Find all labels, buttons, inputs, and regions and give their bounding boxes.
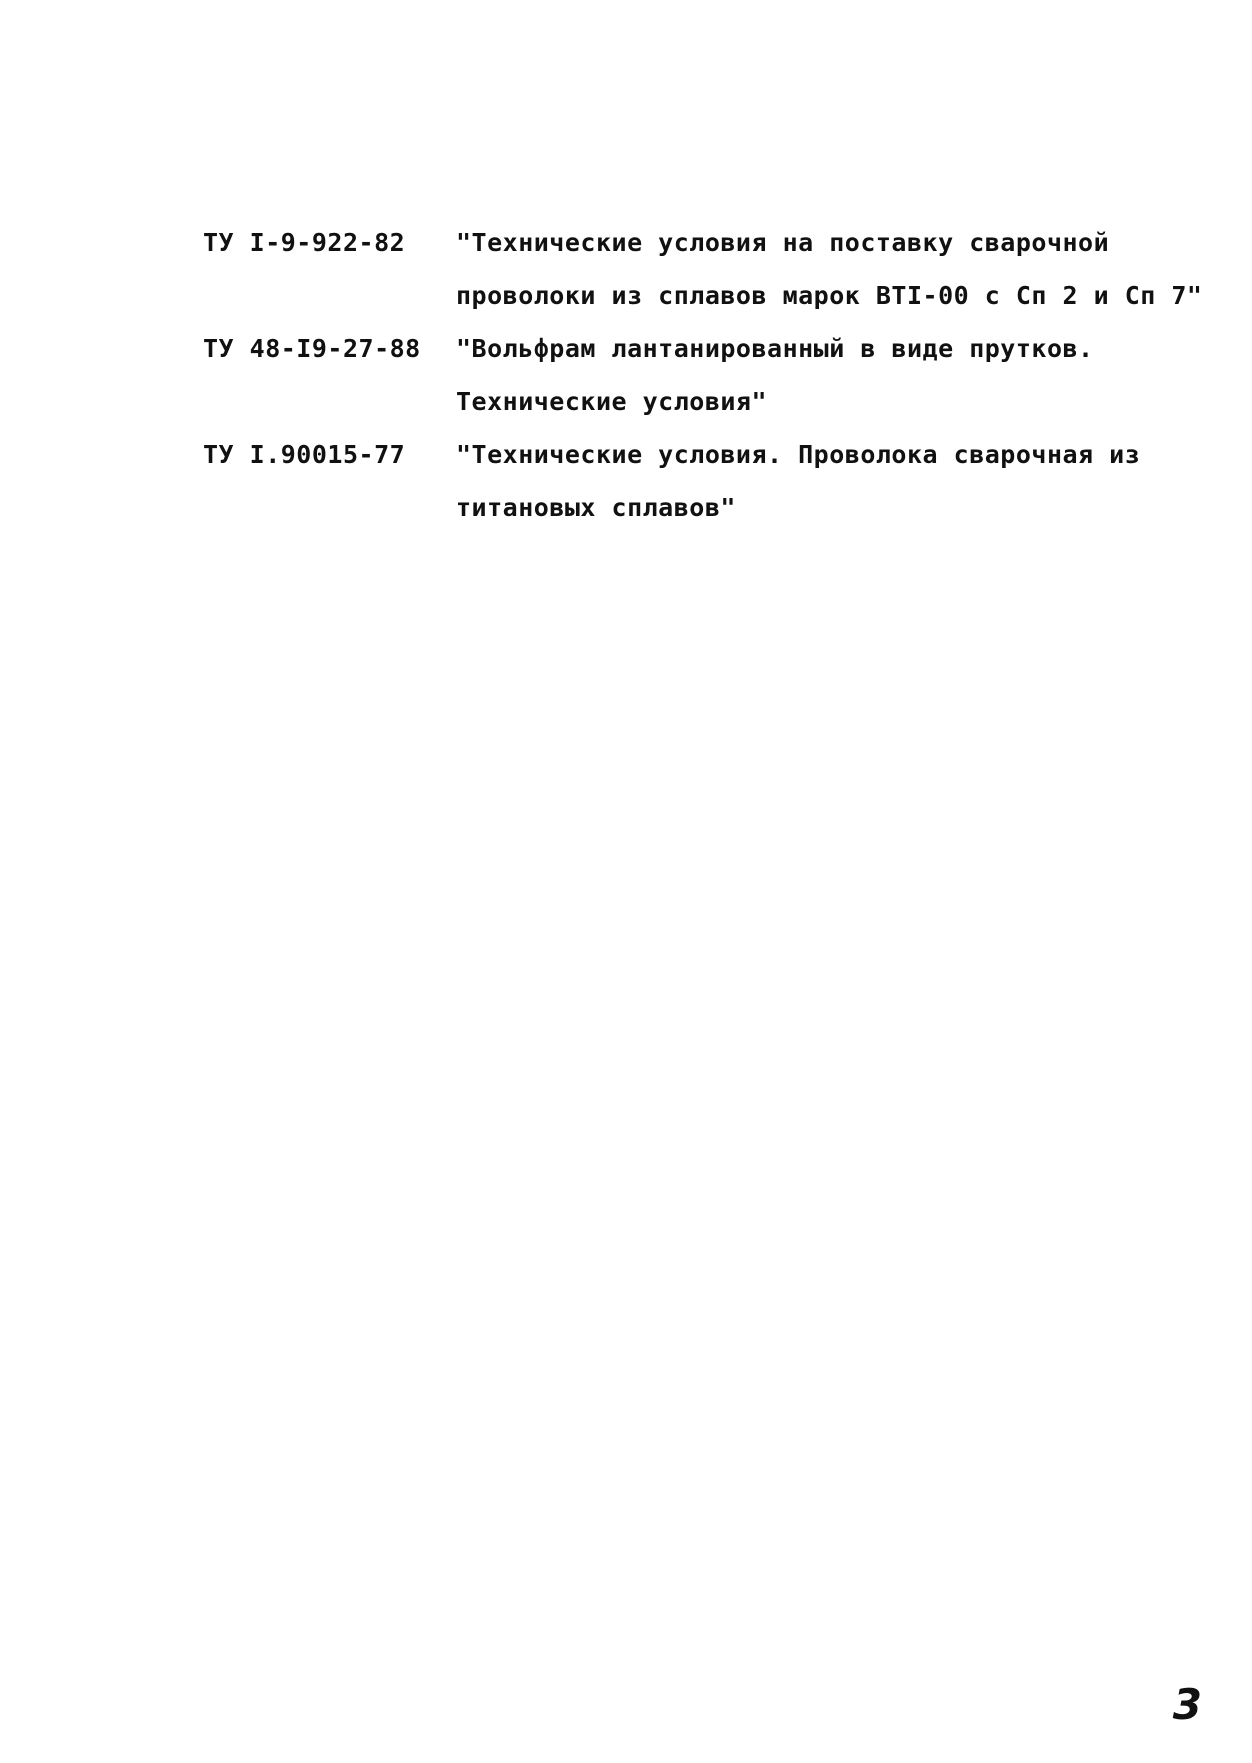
reference-entry xyxy=(203,322,1203,428)
reference-title xyxy=(456,216,1203,322)
page-number: 3 xyxy=(1172,1680,1202,1729)
reference-code: ТУ I-9-922-82 xyxy=(203,228,406,257)
reference-title xyxy=(456,322,1203,428)
reference-title-line: "Технические условия на поставку сварочной xyxy=(456,228,1110,257)
reference-title-line: титановых сплавов" xyxy=(456,493,736,522)
reference-entry xyxy=(203,428,1203,534)
reference-entry xyxy=(203,216,1203,322)
reference-code: ТУ 48-I9-27-88 xyxy=(203,334,421,363)
reference-list xyxy=(203,216,1203,534)
reference-title-line: "Вольфрам лантанированный в виде прутков. xyxy=(456,334,1094,363)
reference-title-line: Технические условия" xyxy=(456,387,768,416)
reference-code: ТУ I.90015-77 xyxy=(203,440,406,469)
reference-title-line: проволоки из сплавов марок ВТI-00 с Сп 2 и Сп 7" xyxy=(456,281,1203,310)
reference-title-line: "Технические условия. Проволока сварочная из xyxy=(456,440,1141,469)
reference-title xyxy=(456,428,1203,534)
